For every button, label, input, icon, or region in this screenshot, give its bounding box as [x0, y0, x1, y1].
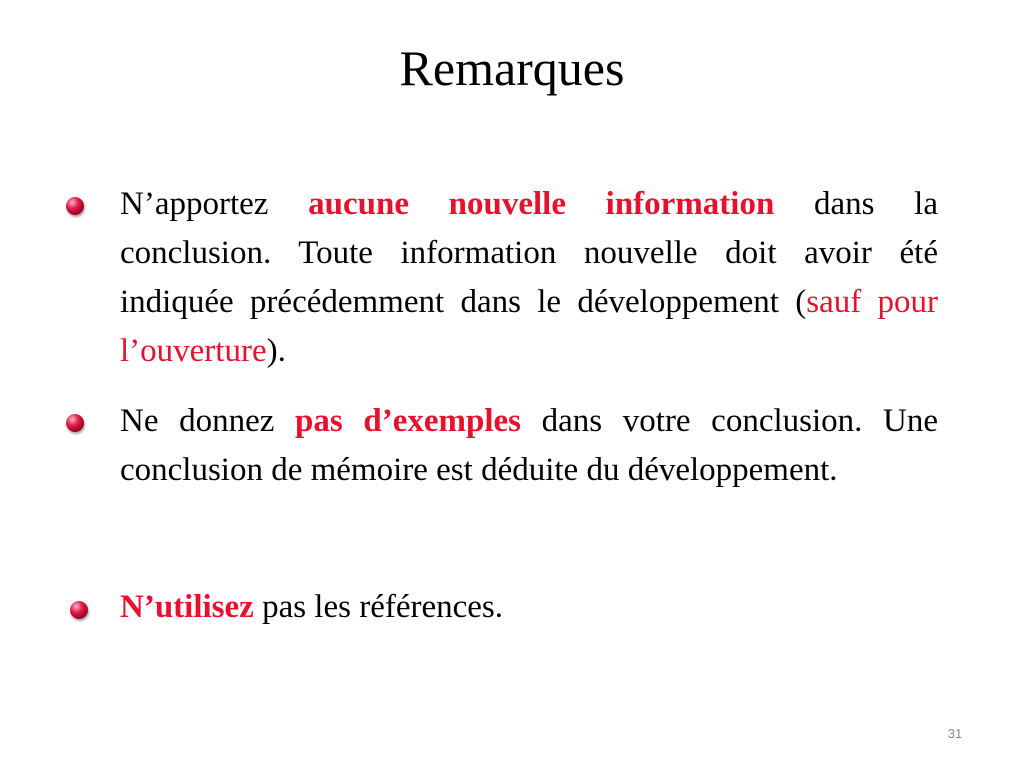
bullet-1-text-part: dans la conclusion. Toute information nouvelle doit avoir été indiquée précédemment dans le développement (	[120, 186, 938, 320]
bullet-text-3	[120, 583, 938, 632]
bullet-3-text-part: pas les références.	[253, 589, 504, 625]
bullet-1-text-part: N’apportez	[120, 186, 309, 222]
bullet-2-emphasis: pas d’exemples	[295, 403, 521, 439]
bullet-1-text-part: ).	[266, 333, 286, 369]
bullet-3-emphasis: N’utilisez	[120, 589, 254, 625]
bullet-1-emphasis: aucune nouvelle information	[308, 186, 775, 222]
bullet-text-1	[120, 180, 938, 376]
red-sphere-icon	[70, 601, 88, 619]
bullet-2-text-part: Ne donnez	[120, 403, 296, 439]
slide-title: Remarques	[399, 40, 625, 96]
bullet-1-red-note: sauf pour l’ouverture	[120, 284, 938, 369]
red-sphere-icon	[66, 414, 84, 432]
page-number: 31	[947, 726, 963, 741]
bullet-text-2	[120, 397, 938, 495]
bullet-2-text-part: dans votre conclusion. Une conclusion de mémoire est déduite du développement.	[120, 403, 938, 488]
red-sphere-icon	[66, 197, 84, 215]
